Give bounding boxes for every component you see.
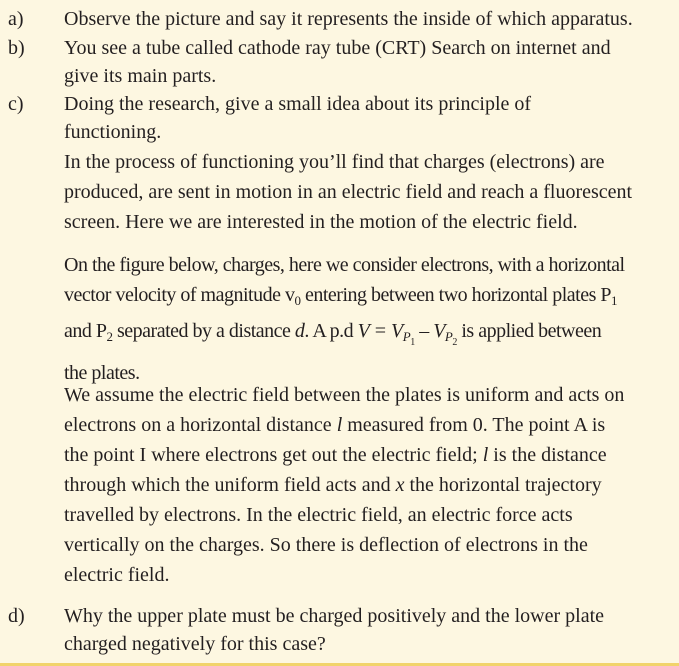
text-line: In the process of functioning you’ll find that charges (electrons) are bbox=[64, 151, 605, 173]
subscript: 1 bbox=[410, 337, 415, 348]
text-line: On the figure below, charges, here we consider electrons, with a horizontal bbox=[64, 254, 625, 276]
text-line bbox=[64, 410, 669, 440]
text-segment: the horizontal trajectory bbox=[404, 474, 602, 496]
variable-x: x bbox=[395, 474, 405, 496]
text-segment: electrons on a horizontal distance bbox=[64, 414, 337, 436]
text-segment: through which the uniform field acts and bbox=[64, 474, 396, 496]
text-line: functioning. bbox=[64, 121, 162, 143]
question-label: c) bbox=[8, 93, 24, 115]
variable-d: d bbox=[294, 320, 305, 342]
text-line: the plates. bbox=[64, 362, 140, 384]
text-line: charged negatively for this case? bbox=[64, 633, 326, 655]
question-text bbox=[64, 602, 669, 658]
text-segment: is applied between bbox=[456, 320, 602, 342]
text-line: travelled by electrons. In the electric field, an electric force acts bbox=[64, 504, 573, 526]
text-segment: vector velocity of magnitude v bbox=[64, 284, 295, 306]
question-text bbox=[64, 34, 669, 90]
variable-l: l bbox=[482, 444, 489, 466]
text-segment: the point I where electrons get out the electric field; bbox=[64, 444, 483, 466]
subscript: 2 bbox=[452, 337, 457, 348]
text-line: give its main parts. bbox=[64, 65, 217, 87]
text-segment: measured from 0. The point A is bbox=[342, 414, 606, 436]
text-line bbox=[64, 440, 669, 470]
question-text bbox=[64, 90, 669, 146]
paragraph-electrons-plates bbox=[64, 250, 669, 388]
text-line bbox=[64, 470, 669, 500]
subscript: 0 bbox=[294, 293, 301, 308]
question-label: d) bbox=[8, 605, 25, 627]
text-segment: separated by a distance bbox=[112, 320, 295, 342]
text-segment: is the distance bbox=[488, 444, 607, 466]
formula-part: V = V bbox=[357, 320, 403, 342]
text-line: Why the upper plate must be charged positively and the lower plate bbox=[64, 605, 605, 627]
question-label: b) bbox=[8, 37, 25, 59]
text-line: We assume the electric field between the plates is uniform and acts on bbox=[64, 384, 625, 406]
text-line bbox=[64, 280, 669, 316]
paragraph-functioning bbox=[64, 147, 669, 237]
variable-l: l bbox=[336, 414, 343, 436]
text-line bbox=[64, 316, 669, 358]
question-text: Observe the picture and say it represents the inside of which apparatus. bbox=[64, 8, 633, 30]
question-label: a) bbox=[8, 8, 24, 30]
text-line: You see a tube called cathode ray tube (CRT) Search on internet and bbox=[64, 37, 611, 59]
subscript: 1 bbox=[611, 293, 617, 308]
text-line: Doing the research, give a small idea about its principle of bbox=[64, 93, 532, 115]
paragraph-uniform-field bbox=[64, 380, 669, 590]
text-segment: entering between two horizontal plates P bbox=[300, 284, 611, 306]
text-line: electric field. bbox=[64, 564, 170, 586]
formula-part: – V bbox=[414, 320, 445, 342]
subscript: 2 bbox=[106, 329, 113, 344]
text-line: vertically on the charges. So there is deflection of electrons in the bbox=[64, 534, 588, 556]
text-line: screen. Here we are interested in the motion of the electric field. bbox=[64, 211, 578, 233]
subscript: P bbox=[402, 329, 411, 344]
text-line: produced, are sent in motion in an electric field and reach a fluorescent bbox=[64, 181, 633, 203]
subscript: P bbox=[444, 329, 453, 344]
text-segment: . A p.d bbox=[304, 320, 358, 342]
text-segment: and P bbox=[64, 320, 107, 342]
